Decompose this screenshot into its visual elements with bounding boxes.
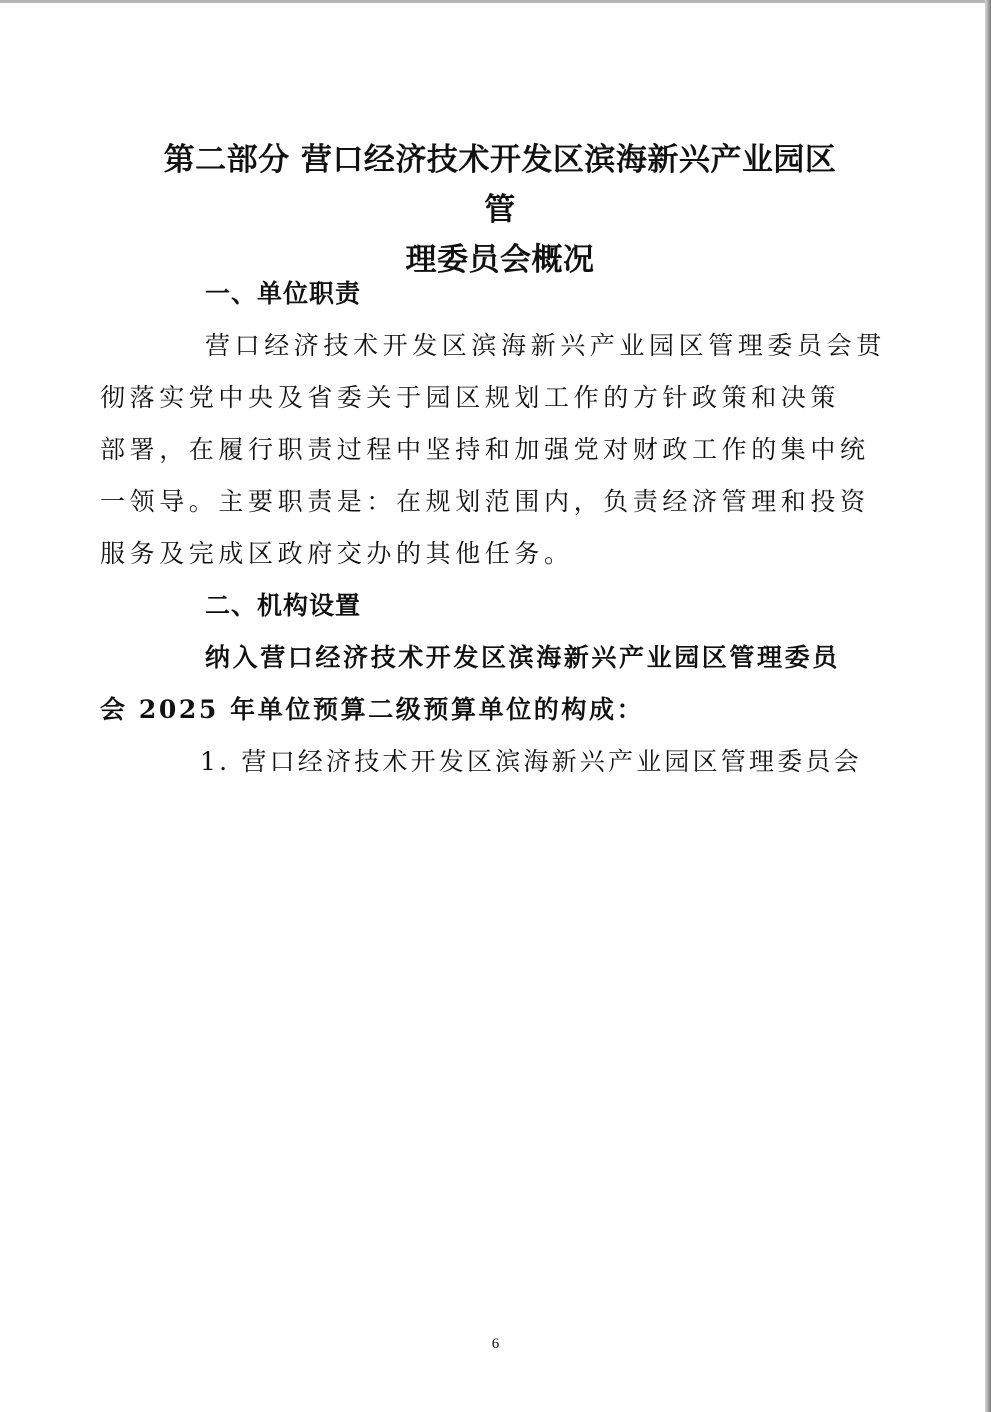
paragraph-line-bold: 纳入营口经济技术开发区滨海新兴产业园区管理委员 (205, 643, 840, 672)
paragraph-line: 服务及完成区政府交办的其他任务。 (100, 539, 574, 568)
section-heading-structure: 二、机构设置 (205, 591, 362, 620)
paragraph-line: 部署，在履行职责过程中坚持和加强党对财政工作的集中统 (100, 435, 870, 464)
section-heading-duties: 一、单位职责 (205, 279, 362, 308)
document-title (150, 135, 850, 285)
scan-border-top (0, 0, 991, 3)
paragraph-line: 彻落实党中央及省委关于园区规划工作的方针政策和决策 (100, 383, 841, 412)
paragraph-line: 营口经济技术开发区滨海新兴产业园区管理委员会贯 (205, 331, 886, 360)
title-line-1: 第二部分 营口经济技术开发区滨海新兴产业园区管 (163, 142, 837, 228)
scan-border-right (985, 0, 991, 1412)
paragraph-line: 一领导。主要职责是：在规划范围内，负责经济管理和投资 (100, 487, 870, 516)
paragraph-line-bold: 会 2025 年单位预算二级预算单位的构成： (100, 695, 645, 724)
document-body (100, 268, 886, 788)
title-line-2: 理委员会概况 (405, 242, 595, 278)
page-number: 6 (491, 1336, 500, 1352)
list-item: 1. 营口经济技术开发区滨海新兴产业园区管理委员会 (200, 747, 862, 776)
